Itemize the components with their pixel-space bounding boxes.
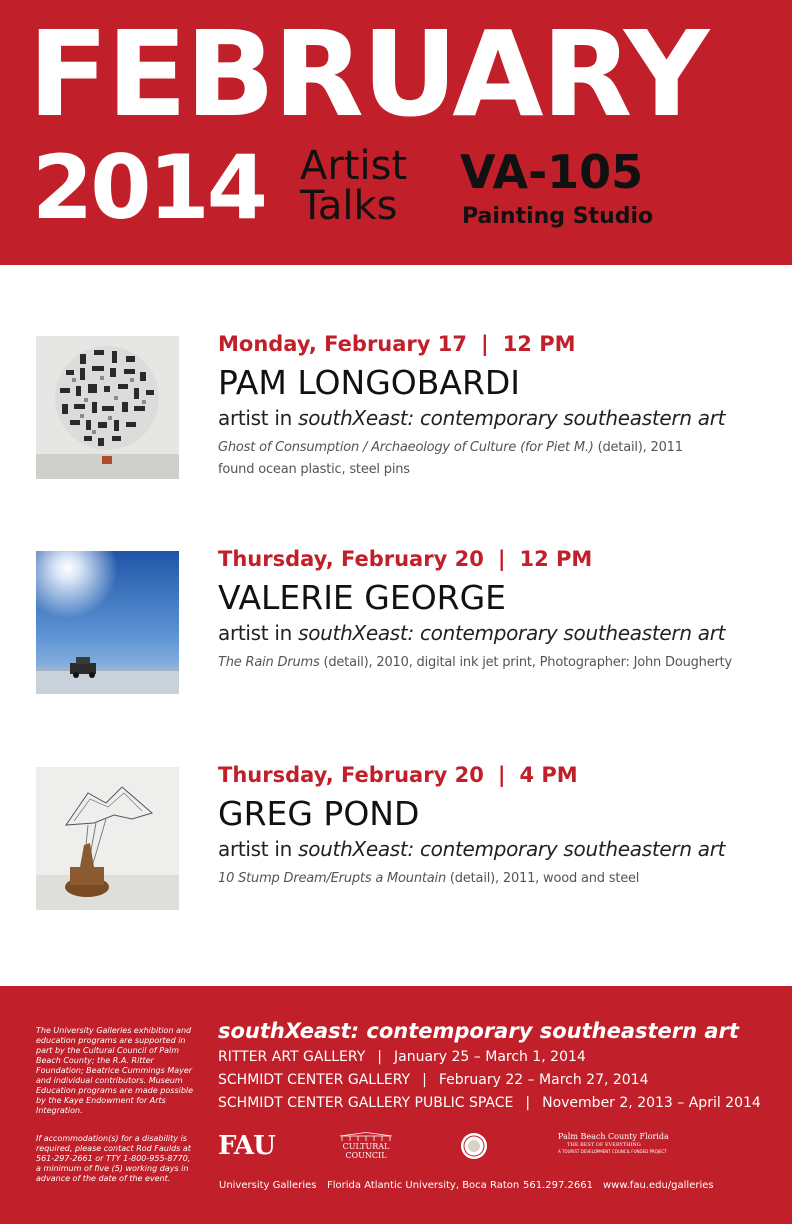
artwork-thumbnail <box>36 767 179 910</box>
pbc-sub: A TOURIST DEVELOPMENT COUNCIL FUNDED PROJECT <box>558 1149 667 1154</box>
artwork-details: (detail), 2011 <box>593 440 683 455</box>
artist-exhibition-line <box>218 619 778 647</box>
contact-phone: 561.297.2661 <box>523 1180 593 1191</box>
artist-exhibition-line <box>218 835 778 863</box>
pbc-tagline: THE BEST OF EVERYTHING <box>567 1142 641 1148</box>
venue-name: SCHMIDT CENTER GALLERY <box>218 1072 411 1088</box>
fau-logo <box>218 1132 275 1160</box>
venue-dates: February 22 – March 27, 2014 <box>438 1072 649 1088</box>
artwork-caption <box>218 652 778 674</box>
artwork-caption <box>218 437 778 481</box>
artwork-title: Ghost of Consumption / Archaeology of Culture (for Piet M.) <box>218 440 594 455</box>
artwork-details: (detail), 2011, wood and steel <box>446 871 640 886</box>
palm-beach-county-logo <box>558 1132 669 1155</box>
accessibility-note: If accommodation(s) for a disability is required, please contact Rod Faulds at 561-297-2661 or TTY 1-800-955-8770, a minimum of five (5) working days in advance of the date of the event. <box>36 1134 191 1183</box>
separator: | <box>377 1049 382 1065</box>
artwork-thumbnail <box>36 551 179 694</box>
room-label: Painting Studio <box>462 204 654 229</box>
venue-row <box>218 1046 586 1068</box>
artist-prefix: artist in <box>218 621 299 645</box>
pbc-name: Palm Beach County Florida <box>558 1132 669 1141</box>
artist-prefix: artist in <box>218 406 299 430</box>
event-datetime <box>218 759 778 791</box>
event-item <box>0 332 792 486</box>
venue-row <box>218 1092 761 1114</box>
artwork-title: 10 Stump Dream/Erupts a Mountain <box>218 871 446 886</box>
caption-line-1 <box>218 868 778 890</box>
event-item <box>0 547 792 701</box>
artist-prefix: artist in <box>218 837 299 861</box>
artwork-image-1 <box>36 336 179 479</box>
caption-line-2: found ocean plastic, steel pins <box>218 462 410 477</box>
building-icon <box>338 1132 394 1142</box>
talks-line-2: Talks <box>300 183 398 229</box>
contact-website-link[interactable]: www.fau.edu/galleries <box>603 1180 714 1191</box>
artwork-thumbnail <box>36 336 179 479</box>
artwork-title: The Rain Drums <box>218 655 320 670</box>
separator: | <box>481 332 489 356</box>
caption-line-1 <box>218 652 778 674</box>
caption-line-1 <box>218 437 778 459</box>
event-info <box>218 328 778 481</box>
exhibition-name: southXeast: contemporary southeastern art <box>298 406 726 430</box>
event-time: 4 PM <box>519 763 578 787</box>
artist-exhibition-line <box>218 404 778 432</box>
artwork-image-3 <box>36 767 179 910</box>
contact-org: University Galleries <box>219 1180 317 1191</box>
artist-name: VALERIE GEORGE <box>218 578 507 617</box>
exhibition-name: southXeast: contemporary southeastern art <box>298 837 726 861</box>
contact-university: Florida Atlantic University, Boca Raton <box>327 1180 520 1191</box>
artist-talks-heading <box>300 143 408 229</box>
fau-logo-text: FAU <box>218 1131 275 1161</box>
event-day: Thursday, February 20 <box>218 547 484 571</box>
venue-name: RITTER ART GALLERY <box>218 1049 366 1065</box>
cultural-council-logo <box>338 1132 394 1160</box>
cultural-council-line-2: COUNCIL <box>345 1151 387 1160</box>
venue-row <box>218 1069 649 1091</box>
month-title: FEBRUARY <box>28 5 708 143</box>
artwork-details: (detail), 2010, digital ink jet print, Photographer: John Dougherty <box>319 655 733 670</box>
exhibition-title: southXeast: contemporary southeastern art <box>218 1019 739 1043</box>
venue-name: SCHMIDT CENTER GALLERY PUBLIC SPACE <box>218 1095 514 1111</box>
room-number: VA-105 <box>460 145 644 199</box>
event-item <box>0 763 792 917</box>
talks-line-1: Artist <box>300 143 408 189</box>
event-info <box>218 543 778 674</box>
event-info <box>218 759 778 890</box>
seal-icon <box>460 1132 488 1160</box>
separator: | <box>525 1095 531 1111</box>
event-datetime <box>218 543 778 575</box>
support-note: The University Galleries exhibition and education programs are supported in part by the Cultural Council of Palm Beach County; the R.A. Ritter Foundation; Beatrice Cummings Mayer and individual contributors. Museum Education programs are made possible by the Kaye Endowment for Arts Integration. <box>36 1026 194 1115</box>
venue-dates: January 25 – March 1, 2014 <box>394 1049 586 1065</box>
separator: | <box>497 547 506 571</box>
event-time: 12 PM <box>502 332 576 356</box>
exhibition-name: southXeast: contemporary southeastern art <box>298 621 726 645</box>
separator: | <box>422 1072 427 1088</box>
venue-dates: November 2, 2013 – April 2014 <box>542 1095 761 1111</box>
artist-name: PAM LONGOBARDI <box>218 363 521 402</box>
event-datetime <box>218 328 778 360</box>
header-banner <box>0 0 792 265</box>
event-day: Monday, February 17 <box>218 332 468 356</box>
artwork-caption <box>218 868 778 890</box>
separator: | <box>497 763 506 787</box>
cultural-council-line-1: CULTURAL <box>342 1142 390 1151</box>
year-title: 2014 <box>32 136 265 239</box>
footer-banner <box>0 986 792 1224</box>
artist-name: GREG POND <box>218 794 420 833</box>
artwork-image-2 <box>36 551 179 694</box>
event-time: 12 PM <box>519 547 593 571</box>
county-seal-icon <box>460 1132 488 1165</box>
event-day: Thursday, February 20 <box>218 763 484 787</box>
